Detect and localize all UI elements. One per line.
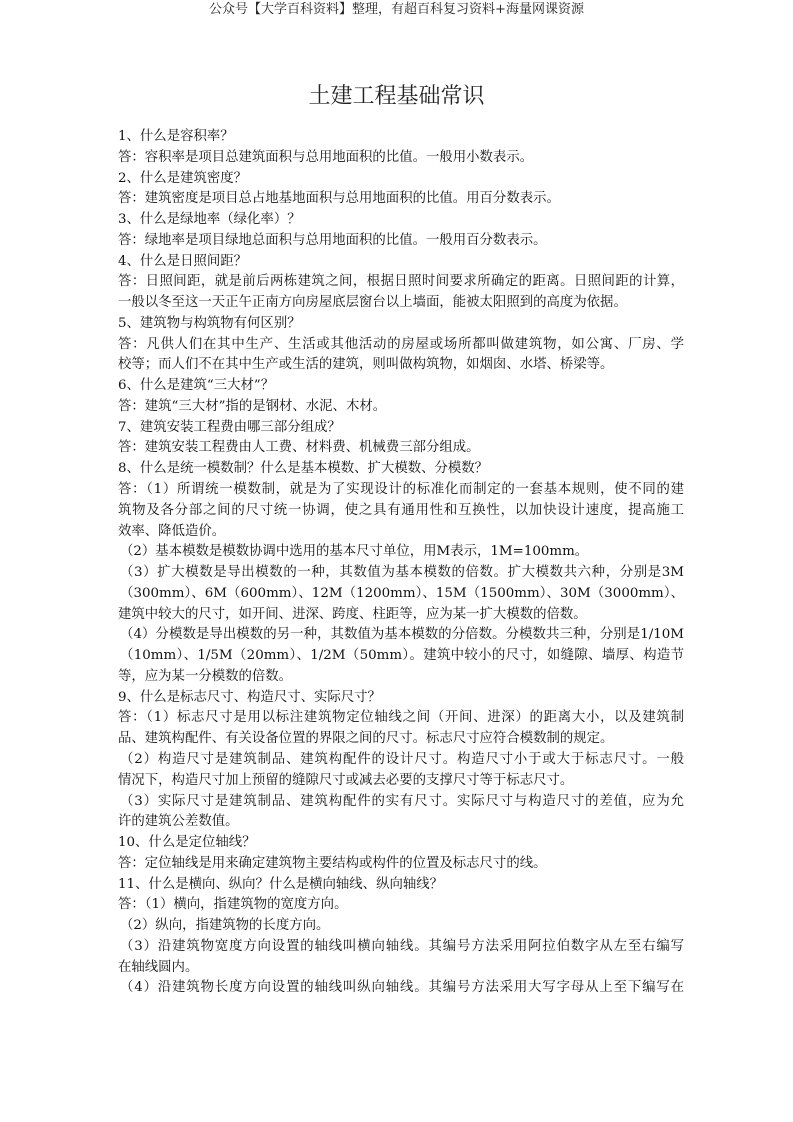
text-line: 答：定位轴线是用来确定建筑物主要结构或构件的位置及标志尺寸的线。 [118,855,547,871]
text-line: 等，应为某一分模数的倍数。 [118,668,293,684]
document-title: 土建工程基础常识 [308,84,485,109]
text-line: 建筑中较大的尺寸，如开间、进深、跨度、柱距等，应为某一扩大模数的倍数。 [118,606,587,622]
text-line: 3、什么是绿地率（绿化率）？ [118,212,301,228]
text-line: 答：绿地率是项目绿地总面积与总用地面积的比值。一般用百分数表示。 [118,232,547,248]
text-line: 1、什么是容积率？ [118,129,234,144]
text-line: 8、什么是统一模数制？什么是基本模数、扩大模数、分模数？ [118,461,489,477]
text-line: 情况下，构造尺寸加上预留的缝隙尺寸或减去必要的支撑尺寸等于标志尺寸。 [118,772,574,788]
text-line: 在轴线圆内。 [118,959,199,975]
text-line: 效率、降低造价。 [118,523,226,539]
text-line: （3）沿建筑物宽度方向设置的轴线叫横向轴线。其编号方法采用阿拉伯数字从左至右编写 [120,938,684,954]
text-line: （4）沿建筑物长度方向设置的轴线叫纵向轴线。其编号方法采用大写字母从上至下编写在 [120,980,684,996]
text-line: （300mm）、6M（600mm）、12M（1200mm）、15M（1500mm）、30M（3000mm）、 [120,585,684,601]
text-line: 校等；而人们不在其中生产或生活的建筑，则叫做构筑物，如烟囱、水塔、桥梁等。 [118,357,614,373]
text-line: 2、什么是建筑密度？ [118,170,248,186]
text-line: 答：日照间距，就是前后两栋建筑之间，根据日照时间要求所确定的距离。日照间距的计算， [118,274,684,290]
text-line: 答：建筑“三大材”指的是钢材、水泥、木材。 [118,398,387,414]
text-line: 答：建筑安装工程费由人工费、材料费、机械费三部分组成。 [118,440,480,456]
text-line: （2）基本模数是模数协调中选用的基本尺寸单位，用M表示，1M=100mm。 [120,544,589,560]
document-body [118,127,684,999]
page-header: 公众号【大学百科资料】整理，有超百科复习资料+海量网课资源 [209,2,584,17]
text-line: 答：（1）标志尺寸是用以标注建筑物定位轴线之间（开间、进深）的距离大小，以及建筑制 [118,710,684,726]
text-line: 筑物及各分部之间的尺寸统一协调，使之具有通用性和互换性，以加快设计速度，提高施工 [118,502,684,518]
text-line: 品、建筑构配件、有关设备位置的界限之间的尺寸。标志尺寸应符合模数制的规定。 [118,731,614,747]
text-line: 答：（1）横向，指建筑物的宽度方向。 [118,897,348,913]
text-line: 4、什么是日照间距？ [118,253,248,269]
text-line: 6、什么是建筑“三大材”？ [118,378,275,394]
text-line: 11、什么是横向、纵向？什么是横向轴线、纵向轴线？ [118,876,444,892]
text-line: 5、建筑物与构筑物有何区别？ [118,315,301,331]
text-line: 10、什么是定位轴线？ [118,835,256,851]
text-line: 答：（1）所谓统一模数制，就是为了实现设计的标准化而制定的一套基本规则，使不同的建 [118,482,684,498]
text-line: 答：容积率是项目总建筑面积与总用地面积的比值。一般用小数表示。 [118,149,534,165]
text-line: 许的建筑公差数值。 [118,814,239,830]
text-line: （10mm）、1/5M（20mm）、1/2M（50mm）。建筑中较小的尺寸，如缝隙、墙厚、构造节 [120,648,684,664]
text-line: （3）实际尺寸是建筑制品、建筑构配件的实有尺寸。实际尺寸与构造尺寸的差值，应为允 [120,793,684,809]
text-line: （4）分模数是导出模数的另一种，其数值为基本模数的分倍数。分模数共三种，分别是1/10M [120,627,684,643]
text-line: （3）扩大模数是导出模数的一种，其数值为基本模数的倍数。扩大模数共六种，分别是3M [120,565,684,581]
text-line: （2）构造尺寸是建筑制品、建筑构配件的设计尺寸。构造尺寸小于或大于标志尺寸。一般 [120,751,684,767]
text-line: 答：凡供人们在其中生产、生活或其他活动的房屋或场所都叫做建筑物，如公寓、厂房、学 [118,336,684,352]
text-line: 一般以冬至这一天正午正南方向房屋底层窗台以上墙面，能被太阳照到的高度为依据。 [118,295,627,311]
text-line: （2）纵向，指建筑物的长度方向。 [120,918,330,934]
text-line: 7、建筑安装工程费由哪三部分组成？ [118,419,341,435]
text-line: 答：建筑密度是项目总占地基地面积与总用地面积的比值。用百分数表示。 [118,191,560,207]
text-line: 9、什么是标志尺寸、构造尺寸、实际尺寸？ [118,689,381,705]
